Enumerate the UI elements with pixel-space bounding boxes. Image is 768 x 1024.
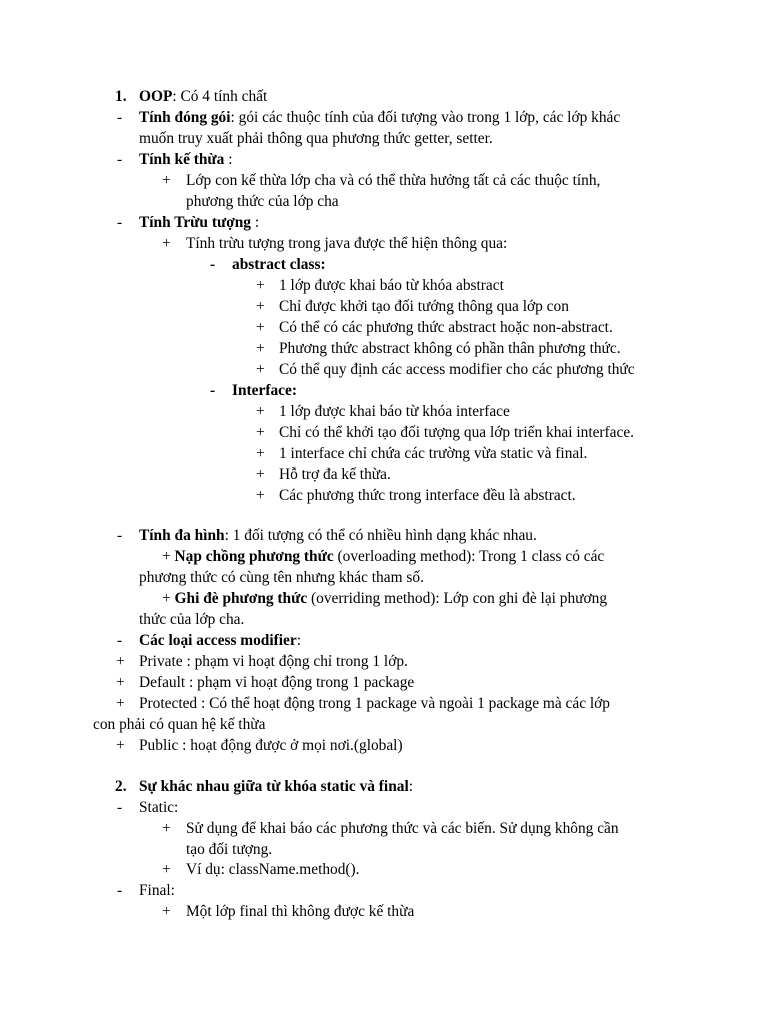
abstract-class-item: 1 lớp được khai báo từ khóa abstract <box>279 277 504 294</box>
overload-line <box>162 546 604 567</box>
overload-marker: + <box>162 548 171 565</box>
final-item-marker: + <box>162 903 171 920</box>
interface-item-marker: + <box>256 466 265 483</box>
interface-item: Chỉ có thể khởi tạo đối tượng qua lớp triển khai interface. <box>279 424 635 441</box>
heading-2-number: 2. <box>115 778 127 795</box>
override-text-2: thức của lớp cha. <box>139 611 245 628</box>
polymorphism-line <box>139 525 537 546</box>
polymorphism-text: : 1 đối tượng có thể có nhiều hình dạng khác nhau. <box>224 527 537 544</box>
interface-item: 1 lớp được khai báo từ khóa interface <box>279 403 510 420</box>
encapsulation-marker: - <box>117 109 123 126</box>
static-marker: - <box>117 799 123 816</box>
encapsulation-title: Tính đóng gói <box>139 109 231 126</box>
heading-2 <box>139 776 413 797</box>
static-item-1-line-2: tạo đối tượng. <box>186 841 273 858</box>
override-title: Ghi đè phương thức <box>174 590 308 607</box>
heading-1-rest: : Có 4 tính chất <box>172 88 268 105</box>
access-public: Public : hoạt động được ở mọi nơi.(global) <box>139 737 403 754</box>
encapsulation-text: : gói các thuộc tính của đối tượng vào trong 1 lớp, các lớp khác <box>230 109 621 126</box>
encapsulation-line <box>139 107 620 128</box>
overload-title: Nạp chồng phương thức <box>174 548 334 565</box>
final-marker: - <box>117 882 123 899</box>
inheritance-item-line-1: Lớp con kế thừa lớp cha và có thể thừa hưởng tất cả các thuộc tính, <box>186 172 601 189</box>
interface-title: Interface: <box>232 382 297 399</box>
heading-1-number: 1. <box>115 88 127 105</box>
inheritance-title: Tính kế thừa <box>139 151 225 168</box>
abstract-item-marker: + <box>256 298 265 315</box>
heading-2-rest: : <box>408 778 414 795</box>
access-protected-2: con phải có quan hệ kế thừa <box>93 716 266 733</box>
abstract-class-item: Chỉ được khởi tạo đối tướng thông qua lớp con <box>279 298 569 315</box>
access-protected: Protected : Có thể hoạt động trong 1 package và ngoài 1 package mà các lớp <box>139 695 610 712</box>
heading-2-bold: Sự khác nhau giữa từ khóa static và final <box>139 778 409 795</box>
interface-item-marker: + <box>256 445 265 462</box>
overload-text: (overloading method): Trong 1 class có các <box>333 548 605 565</box>
static-item-marker: + <box>162 861 171 878</box>
heading-1-bold: OOP <box>139 88 173 105</box>
override-marker: + <box>162 590 171 607</box>
abstract-item-marker: + <box>256 340 265 357</box>
override-line <box>162 588 607 609</box>
static-item-1-line-1: Sử dụng để khai báo các phương thức và các biến. Sử dụng không cần <box>186 820 619 837</box>
abstraction-rest: : <box>250 214 260 231</box>
abstract-item-marker: + <box>256 277 265 294</box>
inheritance-rest: : <box>224 151 233 168</box>
access-title: Các loại access modifier <box>139 632 297 649</box>
encapsulation-text-2: muốn truy xuất phải thông qua phương thức getter, setter. <box>139 130 493 147</box>
abstraction-line <box>139 212 259 233</box>
inheritance-item-line-2: phương thức của lớp cha <box>186 193 339 210</box>
abstract-class-item: Có thể có các phương thức abstract hoặc non-abstract. <box>279 319 613 336</box>
interface-item-marker: + <box>256 403 265 420</box>
overload-text-2: phương thức có cùng tên nhưng khác tham số. <box>139 569 424 586</box>
access-private: Private : phạm vi hoạt động chỉ trong 1 lớp. <box>139 653 408 670</box>
interface-marker: - <box>210 382 216 399</box>
polymorphism-marker: - <box>117 527 123 544</box>
abstract-class-item: Có thể quy định các access modifier cho các phương thức <box>279 361 635 378</box>
access-line <box>139 630 301 651</box>
inheritance-item-marker: + <box>162 172 171 189</box>
static-item-marker: + <box>162 820 171 837</box>
override-text: (overriding method): Lớp con ghi đè lại phương <box>307 590 608 607</box>
abstraction-intro: Tính trừu tượng trong java được thể hiện thông qua: <box>186 235 508 252</box>
abstract-class-marker: - <box>210 256 216 273</box>
abstraction-intro-marker: + <box>162 235 171 252</box>
interface-item: Hỗ trợ đa kế thừa. <box>279 466 391 483</box>
interface-item: Các phương thức trong interface đều là abstract. <box>279 487 576 504</box>
abstraction-title: Tính Trừu tượng <box>139 214 251 231</box>
abstract-item-marker: + <box>256 361 265 378</box>
abstract-class-title: abstract class: <box>232 256 326 273</box>
access-rest: : <box>296 632 301 649</box>
inheritance-marker: - <box>117 151 123 168</box>
access-item-marker: + <box>116 653 125 670</box>
interface-item-marker: + <box>256 487 265 504</box>
interface-item-marker: + <box>256 424 265 441</box>
abstract-class-item: Phương thức abstract không có phần thân phương thức. <box>279 340 621 357</box>
polymorphism-title: Tính đa hình <box>139 527 225 544</box>
inheritance-line <box>139 149 233 170</box>
access-default: Default : phạm vi hoạt động trong 1 package <box>139 674 415 691</box>
access-item-marker: + <box>116 737 125 754</box>
abstract-item-marker: + <box>256 319 265 336</box>
static-item-2: Ví dụ: className.method(). <box>186 861 360 878</box>
heading-1 <box>139 86 267 107</box>
access-item-marker: + <box>116 674 125 691</box>
access-item-marker: + <box>116 695 125 712</box>
static-title: Static: <box>139 799 179 816</box>
abstraction-marker: - <box>117 214 123 231</box>
access-marker: - <box>117 632 123 649</box>
final-item-1: Một lớp final thì không được kế thừa <box>186 903 415 920</box>
interface-item: 1 interface chỉ chứa các trường vừa static và final. <box>279 445 588 462</box>
final-title: Final: <box>139 882 175 899</box>
